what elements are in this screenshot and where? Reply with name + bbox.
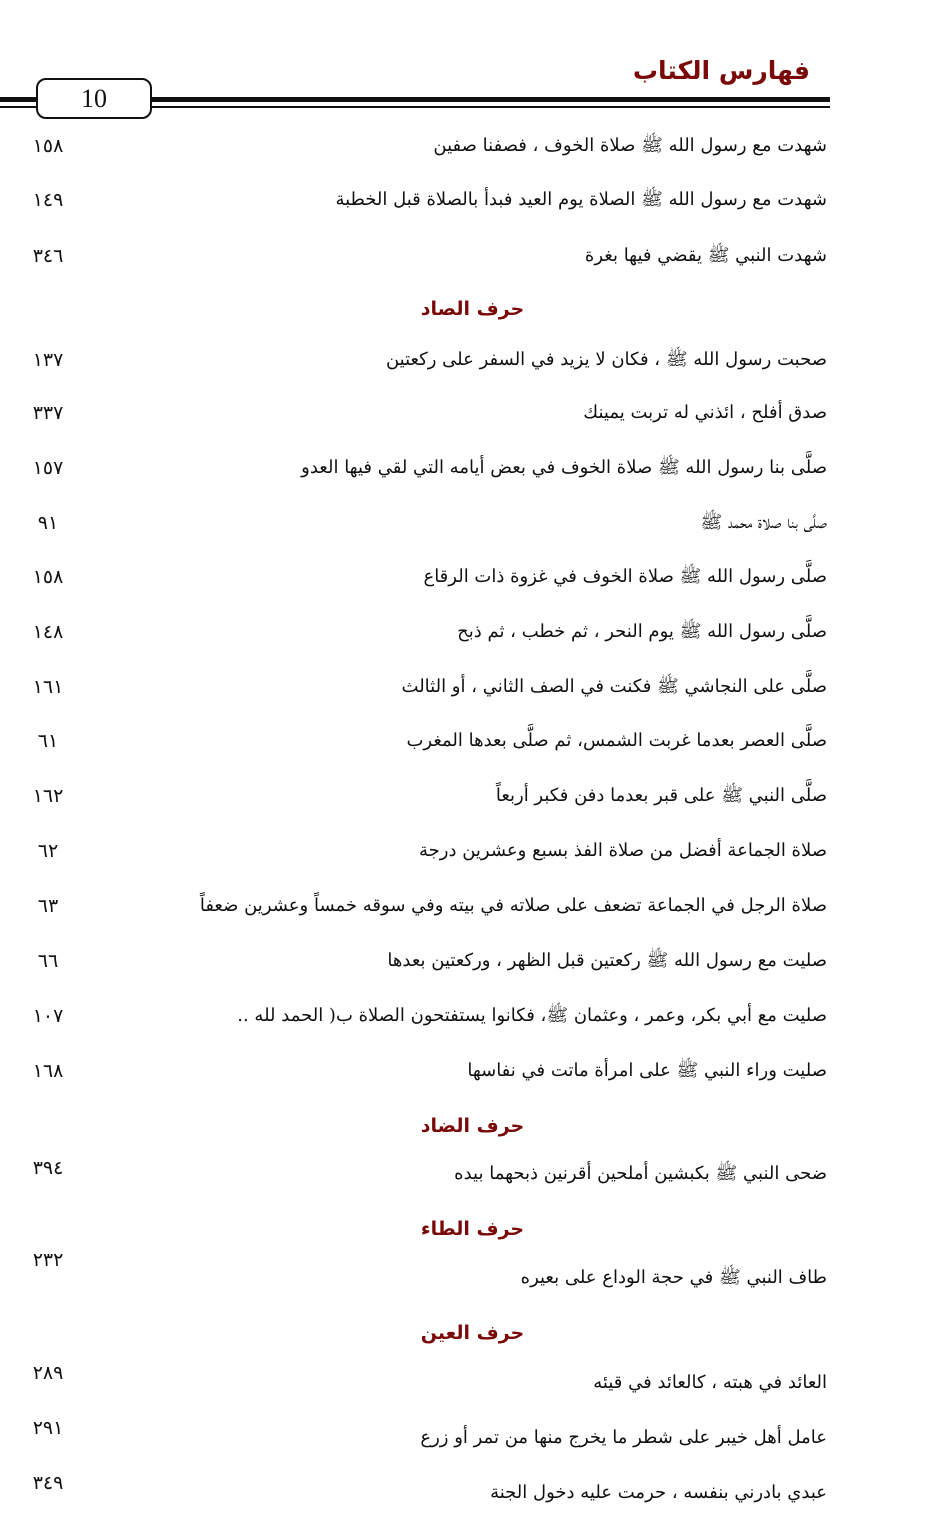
entry-text: صدق أفلح ، ائذني له تربت يمينك (583, 402, 827, 423)
entry-text: صلَّى النبي ﷺ على قبر بعدما دفن فكبر أربعاً (495, 785, 827, 806)
index-row (0, 1418, 945, 1458)
entry-page: ٢٨٩ (32, 1362, 64, 1384)
index-row (0, 1154, 945, 1194)
entry-page: ٦٦ (37, 950, 59, 972)
entry-page: ١٦٢ (32, 785, 64, 807)
entry-text: صلَّى على النجاشي ﷺ فكنت في الصف الثاني ، أو الثالث (401, 676, 827, 697)
entry-text: شهدت مع رسول الله ﷺ الصلاة يوم العيد فبدأ بالصلاة قبل الخطبة (335, 189, 827, 210)
section-heading-dad: حرف الضاد (420, 1115, 525, 1137)
entry-text: صلاة الجماعة أفضل من صلاة الفذ بسبع وعشرين درجة (419, 840, 827, 861)
entry-page: ١٣٧ (32, 349, 64, 371)
entry-page: ٦١ (37, 730, 59, 752)
entry-text: صلَّى العصر بعدما غربت الشمس، ثم صلَّى بعدها المغرب (406, 730, 827, 751)
entry-page: ٢٩١ (32, 1417, 64, 1439)
index-row (0, 448, 945, 488)
entry-page: ٦٢ (37, 840, 59, 862)
entry-page: ٣٤٦ (32, 245, 64, 267)
section-heading-ta: حرف الطاء (420, 1218, 525, 1240)
entry-page: ١٦١ (32, 676, 64, 698)
entry-text: شهدت النبي ﷺ يقضي فيها بغرة (584, 245, 827, 266)
entry-text: صليت مع أبي بكر، وعمر ، وعثمان ﷺ، فكانوا يستفتحون الصلاة ب( الحمد لله .. (237, 1005, 827, 1026)
index-row (0, 612, 945, 652)
index-row (0, 996, 945, 1036)
entry-page: ٣٩٤ (32, 1157, 64, 1179)
page-number-box: 10 (36, 78, 152, 119)
entry-page: ١٠٧ (32, 1005, 64, 1027)
entry-text: صحبت رسول الله ﷺ ، فكان لا يزيد في السفر على ركعتين (385, 349, 827, 370)
entry-page: ٣٣٧ (32, 402, 64, 424)
entry-text: صلَّى رسول الله ﷺ يوم النحر ، ثم خطب ، ثم ذبح (457, 621, 827, 642)
entry-page: ٦٣ (37, 895, 59, 917)
entry-text: صلَّى بنا رسول الله ﷺ صلاة الخوف في بعض أيامه التي لقي فيها العدو (301, 457, 827, 478)
index-row (0, 667, 945, 707)
index-row (0, 721, 945, 761)
index-row (0, 1051, 945, 1091)
entry-text: صليت وراء النبي ﷺ على امرأة ماتت في نفاسها (467, 1060, 827, 1081)
entry-text: العائد في هبته ، كالعائد في قيئه (593, 1372, 827, 1393)
section-heading-sad: حرف الصاد (420, 298, 525, 320)
index-row (0, 831, 945, 871)
entry-text: ضحى النبي ﷺ بكبشين أملحين أقرنين ذبحهما بيده (454, 1163, 827, 1184)
index-row (0, 393, 945, 433)
entry-text: صلاة الرجل في الجماعة تضعف على صلاته في بيته وفي سوقه خمساً وعشرين ضعفاً (199, 895, 827, 916)
entry-page: ٢٣٢ (32, 1249, 64, 1271)
page-title: فهارس الكتاب (632, 56, 810, 85)
entry-page: ١٥٧ (32, 457, 64, 479)
index-row (0, 557, 945, 597)
index-row (0, 941, 945, 981)
index-row (0, 886, 945, 926)
index-row (0, 1249, 945, 1298)
entry-text: صلَّى بنا صلاة محمد ﷺ (700, 512, 827, 533)
entry-text: صلَّى رسول الله ﷺ صلاة الخوف في غزوة ذات الرقاع (423, 566, 827, 587)
index-row (0, 340, 945, 380)
entry-page: ١٥٨ (32, 566, 64, 588)
index-row (0, 776, 945, 816)
entry-text: صليت مع رسول الله ﷺ ركعتين قبل الظهر ، وركعتين بعدها (387, 950, 827, 971)
entry-text: عامل أهل خيبر على شطر ما يخرج منها من تمر أو زرع (420, 1427, 827, 1448)
index-row (0, 503, 945, 543)
entry-text: طاف النبي ﷺ في حجة الوداع على بعيره (520, 1267, 827, 1288)
entry-page: ١٤٩ (32, 189, 64, 211)
entry-page: ٩١ (37, 512, 59, 534)
index-row (0, 1473, 945, 1513)
entry-page: ٣٤٩ (32, 1472, 64, 1494)
entry-text: شهدت مع رسول الله ﷺ صلاة الخوف ، فصفنا صفين (433, 135, 827, 156)
entry-page: ١٥٨ (32, 135, 64, 157)
entry-page: ١٦٨ (32, 1060, 64, 1082)
section-heading-ain: حرف العين (420, 1322, 525, 1344)
index-row (0, 180, 945, 220)
index-row (0, 126, 945, 166)
entry-text: عبدي بادرني بنفسه ، حرمت عليه دخول الجنة (490, 1482, 827, 1503)
index-row (0, 1363, 945, 1403)
index-row (0, 236, 945, 276)
entry-page: ١٤٨ (32, 621, 64, 643)
